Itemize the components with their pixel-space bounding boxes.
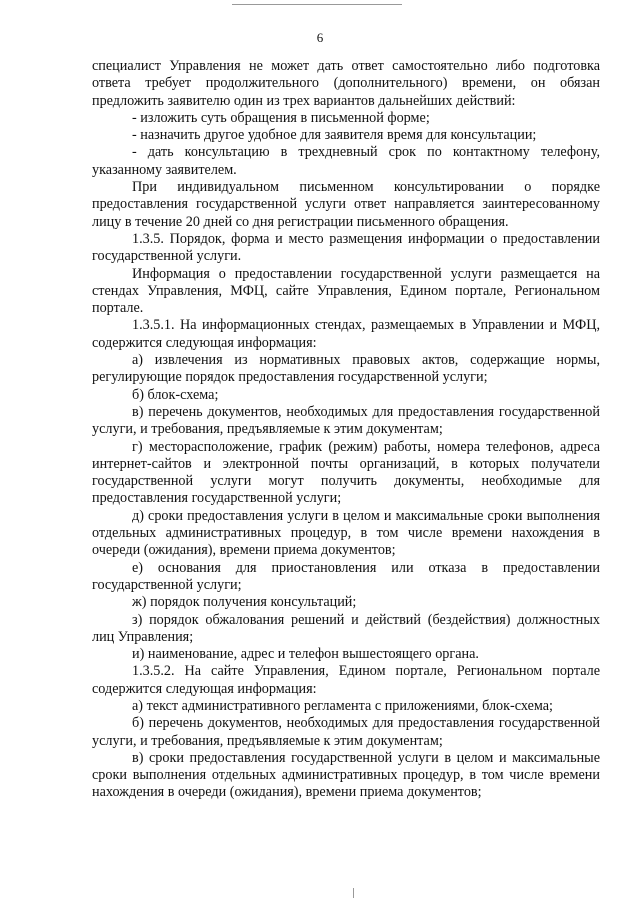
paragraph: - изложить суть обращения в письменной форме; [132, 109, 430, 126]
paragraph: б) перечень документов, необходимых для предоставления государственной услуги, и требования, предъявляемые к этим документам; [92, 715, 600, 749]
paragraph: Информация о предоставлении государственной услуги размещается на стендах Управления, МФЦ, сайте Управления, Едином портале, Региональном портале. [92, 265, 600, 317]
paragraph: 1.3.5. Порядок, форма и место размещения информации о предоставлении государственной услуги. [92, 230, 600, 265]
paragraph: г) месторасположение, график (режим) работы, номера телефонов, адреса интернет-сайтов и электронной почты организаций, в которых получатели государственной услуги могут получить документы, необходимые для предоставления государственной услуги; [92, 438, 600, 507]
paragraph: 1.3.5.2. На сайте Управления, Едином портале, Региональном портале содержится следующая информация: [92, 663, 600, 697]
paragraph: д) сроки предоставления услуги в целом и максимальные сроки выполнения отдельных административных процедур, в том числе времени нахождения в очереди (ожидания), времени приема документов; [92, 507, 600, 559]
paragraph: е) основания для приостановления или отказа в предоставлении государственной услуги; [92, 559, 600, 593]
paragraph: - назначить другое удобное для заявителя время для консультации; [132, 127, 537, 144]
paragraph: ж) порядок получения консультаций; [132, 594, 357, 611]
page-number: 6 [316, 30, 324, 45]
paragraph: а) текст административного регламента с приложениями, блок-схема; [132, 697, 554, 714]
paragraph: в) перечень документов, необходимых для предоставления государственной услуги, и требования, предъявляемые к этим документам; [92, 403, 600, 438]
paragraph: 1.3.5.1. На информационных стендах, размещаемых в Управлении и МФЦ, содержится следующая информация: [92, 317, 600, 351]
scan-mark-top [232, 4, 402, 5]
paragraph: б) блок-схема; [132, 386, 219, 403]
scan-mark-bottom [353, 888, 354, 898]
document-body [92, 58, 600, 802]
paragraph: и) наименование, адрес и телефон вышестоящего органа. [132, 646, 479, 663]
paragraph: При индивидуальном письменном консультировании о порядке предоставления государственной услуги ответ направляется заинтересованному лицу в течение 20 дней со дня регистрации письменного обращения. [92, 179, 600, 230]
paragraph: специалист Управления не может дать ответ самостоятельно либо подготовка ответа требует продолжительного (дополнительного) времени, он обязан предложить заявителю один из трех вариантов дальнейших действий: [92, 58, 600, 109]
paragraph: а) извлечения из нормативных правовых актов, содержащие нормы, регулирующие порядок предоставления государственной услуги; [92, 352, 600, 386]
paragraph: в) сроки предоставления государственной услуги в целом и максимальные сроки выполнения отдельных административных процедур, в том числе времени нахождения в очереди (ожидания), времени приема документов; [92, 749, 600, 801]
paragraph: - дать консультацию в трехдневный срок по контактному телефону, указанному заявителем. [92, 144, 600, 178]
paragraph: з) порядок обжалования решений и действий (бездействия) должностных лиц Управления; [92, 611, 600, 645]
